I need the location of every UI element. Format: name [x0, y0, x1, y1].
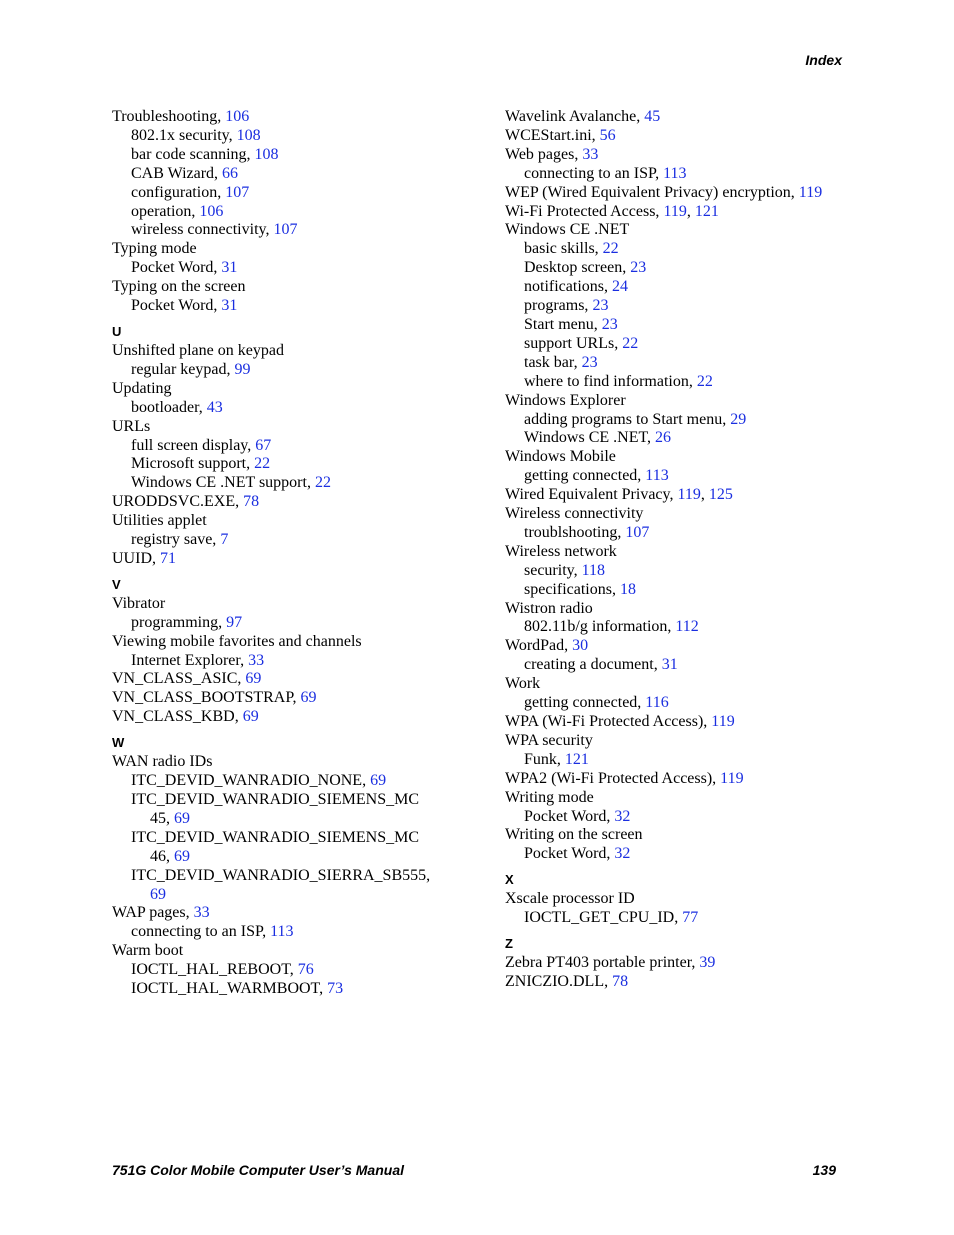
- index-entry-text: UUID,: [112, 549, 160, 567]
- index-subentry: [505, 562, 885, 581]
- index-entry-text: 802.11b/g information,: [524, 618, 676, 636]
- index-entry-text: adding programs to Start menu,: [524, 410, 731, 428]
- page-link[interactable]: 33: [248, 651, 265, 669]
- index-entry: [505, 543, 885, 562]
- page-link[interactable]: 106: [199, 202, 224, 220]
- index-entry-text: Wireless network: [505, 542, 617, 560]
- index-entry-text: notifications,: [524, 278, 612, 296]
- index-subentry: [505, 808, 885, 827]
- index-subentry: [505, 656, 885, 675]
- index-entry-text: programming,: [131, 613, 227, 631]
- index-subentry: [112, 848, 492, 867]
- section-title: Index: [805, 52, 842, 68]
- index-entry-text: Vibrator: [112, 594, 166, 612]
- index-entry-text: connecting to an ISP,: [524, 164, 664, 182]
- index-subentry: [112, 146, 492, 165]
- page-link[interactable]: 18: [619, 580, 636, 598]
- index-entry-text: Start menu,: [524, 315, 602, 333]
- page-link[interactable]: 23: [581, 353, 598, 371]
- index-entry-text: registry save,: [131, 531, 221, 549]
- index-entry: [112, 493, 492, 512]
- index-entry: [112, 904, 492, 923]
- index-entry: [505, 770, 885, 789]
- index-subentry: [112, 810, 492, 829]
- index-entry-text: Wireless connectivity: [505, 505, 644, 523]
- index-entry: [505, 826, 885, 845]
- page-link[interactable]: 113: [663, 164, 687, 182]
- index-entry: [112, 512, 492, 531]
- page-link[interactable]: 113: [645, 467, 669, 485]
- page-link[interactable]: 119: [798, 183, 823, 201]
- index-entry-text: Work: [505, 675, 541, 693]
- index-subentry: [505, 467, 885, 486]
- index-entry: [505, 890, 885, 909]
- page-link[interactable]: 125: [708, 486, 733, 504]
- index-letter-heading: V: [112, 576, 121, 592]
- index-entry-text: WAN radio IDs: [112, 753, 213, 771]
- index-entry-text: specifications,: [524, 580, 620, 598]
- index-entry-text: Wistron radio: [505, 599, 593, 617]
- index-entry-text: Wired Equivalent Privacy,: [505, 486, 678, 504]
- index-entry-text: WordPad,: [505, 637, 573, 655]
- index-entry-text: Pocket Word,: [131, 259, 222, 277]
- page-link[interactable]: 22: [602, 240, 619, 258]
- index-entry-text: Updating: [112, 379, 172, 397]
- index-entry-text: getting connected,: [524, 694, 646, 712]
- page-link[interactable]: 99: [234, 360, 251, 378]
- page-link[interactable]: 107: [225, 183, 250, 201]
- index-entry-text: Xscale processor ID: [505, 890, 635, 908]
- page-link[interactable]: 69: [242, 708, 259, 726]
- index-entry: [505, 789, 885, 808]
- index-entry-text: security,: [524, 561, 582, 579]
- index-entry-text: Funk,: [524, 750, 565, 768]
- index-column-left: [112, 108, 492, 999]
- index-subentry: [112, 399, 492, 418]
- index-entry: [505, 600, 885, 619]
- page-link[interactable]: 69: [150, 885, 166, 903]
- index-entry-text: configuration,: [131, 183, 226, 201]
- index-entry-text: operation,: [131, 202, 200, 220]
- page-link[interactable]: 106: [225, 108, 250, 125]
- index-entry-text: task bar,: [524, 353, 582, 371]
- page-link[interactable]: 69: [174, 847, 190, 865]
- index-entry-text: WAP pages,: [112, 904, 194, 922]
- index-entry: [112, 689, 492, 708]
- index-subentry: [505, 259, 885, 278]
- index-entry-text: 45,: [150, 809, 174, 827]
- index-entry-text: support URLs,: [524, 334, 623, 352]
- index-entry-text: 46,: [150, 847, 174, 865]
- index-letter-heading: U: [112, 323, 122, 339]
- index-entry-text: troublshooting,: [524, 523, 626, 541]
- index-entry: [505, 184, 885, 203]
- index-entry: [112, 942, 492, 961]
- page-link[interactable]: 108: [236, 126, 261, 144]
- index-entry-text: Windows CE .NET: [505, 221, 630, 239]
- index-entry: [505, 146, 885, 165]
- page-link[interactable]: 69: [370, 772, 387, 790]
- page-link[interactable]: 22: [314, 474, 331, 492]
- page-link[interactable]: 78: [243, 493, 260, 511]
- page-link[interactable]: 113: [270, 923, 294, 941]
- index-entry-text: Typing on the screen: [112, 278, 246, 296]
- page-link[interactable]: 23: [630, 259, 647, 277]
- page-link[interactable]: 121: [694, 202, 719, 220]
- index-subentry: [112, 923, 492, 942]
- index-entry-text: URODDSVC.EXE,: [112, 493, 244, 511]
- index-subentry: [112, 297, 492, 316]
- page-link[interactable]: 29: [730, 410, 747, 428]
- index-subentry: [505, 297, 885, 316]
- index-subentry: [505, 524, 885, 543]
- index-entry-text: Wi-Fi Protected Access,: [505, 202, 664, 220]
- index-entry-text: Warm boot: [112, 942, 184, 960]
- index-subentry: [505, 316, 885, 335]
- page-link[interactable]: 26: [655, 429, 672, 447]
- index-subentry: [112, 961, 492, 980]
- index-entry-text: WPA (Wi-Fi Protected Access),: [505, 713, 712, 730]
- index-entry: [112, 418, 492, 437]
- index-entry-text: 802.1x security,: [131, 126, 237, 144]
- index-letter-heading: X: [505, 872, 514, 888]
- index-entry-text: basic skills,: [524, 240, 603, 258]
- index-subentry: [505, 694, 885, 713]
- index-subentry: [505, 165, 885, 184]
- index-subentry: [505, 429, 885, 448]
- index-entry-text: ITC_DEVID_WANRADIO_SIERRA_SB555,: [131, 866, 431, 884]
- page-link[interactable]: 119: [677, 486, 701, 504]
- index-entry: [112, 708, 492, 727]
- page-link[interactable]: 118: [581, 561, 606, 579]
- index-entry: [112, 278, 492, 297]
- page-link[interactable]: 33: [582, 145, 599, 163]
- index-entry: Wired Equivalent Privacy, 119, 125: [505, 486, 733, 504]
- index-entry: [112, 550, 492, 569]
- index-entry-text: getting connected,: [524, 467, 646, 485]
- page-link[interactable]: 67: [255, 436, 272, 454]
- index-entry: [505, 127, 885, 146]
- page-link[interactable]: 23: [601, 315, 618, 333]
- index-entry: [505, 637, 885, 656]
- index-subentry: [505, 335, 885, 354]
- page-link[interactable]: 32: [614, 845, 631, 863]
- index-entry-text: Pocket Word,: [524, 845, 615, 863]
- page-link[interactable]: 119: [711, 713, 735, 730]
- index-entry: [505, 973, 885, 992]
- index-entry-text: Windows CE .NET,: [524, 429, 656, 447]
- index-subentry: [112, 772, 492, 791]
- index-entry-text: VN_CLASS_BOOTSTRAP,: [112, 689, 301, 707]
- index-entry: [112, 240, 492, 259]
- index-subentry: [505, 618, 885, 637]
- index-entry-text: Windows CE .NET support,: [131, 474, 315, 492]
- index-letter-heading: W: [112, 735, 125, 751]
- index-entry: Wi-Fi Protected Access, 119, 121: [505, 202, 719, 220]
- index-subentry: [112, 614, 492, 633]
- index-entry-text: Writing mode: [505, 788, 594, 806]
- index-entry-text: ITC_DEVID_WANRADIO_SIEMENS_MC: [131, 791, 419, 808]
- index-entry: [505, 448, 885, 467]
- index-entry-text: Web pages,: [505, 145, 583, 163]
- index-subentry: [505, 240, 885, 259]
- index-subentry: [112, 791, 492, 810]
- index-entry-text: ZNICZIO.DLL,: [505, 972, 613, 990]
- index-entry-text: WCEStart.ini,: [505, 126, 600, 144]
- page-link[interactable]: 119: [720, 769, 744, 787]
- index-entry-text: WPA2 (Wi-Fi Protected Access),: [505, 769, 721, 787]
- index-entry-text: connecting to an ISP,: [131, 923, 271, 941]
- index-entry-text: IOCTL_HAL_WARMBOOT,: [131, 980, 328, 998]
- index-entry-text: IOCTL_GET_CPU_ID,: [524, 909, 683, 927]
- index-entry: [505, 713, 885, 732]
- page-link[interactable]: 30: [572, 637, 589, 655]
- page-link[interactable]: 23: [592, 297, 609, 315]
- index-subentry: [112, 203, 492, 222]
- page-link[interactable]: 73: [327, 980, 344, 998]
- index-subentry: [505, 581, 885, 600]
- index-entry-text: bar code scanning,: [131, 145, 255, 163]
- page-link[interactable]: 121: [564, 750, 589, 768]
- index-entry: [505, 221, 885, 240]
- index-subentry: [112, 221, 492, 240]
- page-link[interactable]: 22: [254, 455, 271, 473]
- index-entry: [505, 505, 885, 524]
- index-entry-text: Viewing mobile favorites and channels: [112, 632, 362, 650]
- page-link[interactable]: 76: [297, 961, 314, 979]
- index-entry: [505, 392, 885, 411]
- index-entry-text: Utilities applet: [112, 512, 207, 530]
- index-subentry: [505, 373, 885, 392]
- index-entry-text: bootloader,: [131, 398, 207, 416]
- page-link[interactable]: 116: [645, 694, 669, 712]
- index-subentry: [112, 980, 492, 999]
- index-entry-text: Pocket Word,: [131, 297, 222, 315]
- page-link[interactable]: 78: [612, 972, 629, 990]
- index-entry-text: ITC_DEVID_WANRADIO_SIEMENS_MC: [131, 828, 419, 846]
- index-entry-text: URLs: [112, 417, 151, 435]
- index-entry-text: Windows Mobile: [505, 448, 616, 466]
- page-link[interactable]: 31: [221, 259, 238, 277]
- index-entry: [112, 670, 492, 689]
- index-subentry: [112, 455, 492, 474]
- index-subentry: [112, 531, 492, 550]
- page-link[interactable]: 32: [614, 807, 631, 825]
- page-link[interactable]: 7: [220, 531, 229, 549]
- page-link[interactable]: 24: [611, 278, 628, 296]
- page-link[interactable]: 69: [245, 670, 262, 688]
- index-entry-text: programs,: [524, 297, 593, 315]
- index-subentry: [505, 751, 885, 770]
- index-entry-text: Pocket Word,: [524, 807, 615, 825]
- page-link[interactable]: 39: [699, 954, 716, 972]
- index-entry-text: VN_CLASS_ASIC,: [112, 670, 246, 688]
- index-subentry: [112, 259, 492, 278]
- index-entry-text: Wavelink Avalanche,: [505, 108, 645, 125]
- page-link[interactable]: 22: [622, 334, 639, 352]
- page-link[interactable]: 56: [599, 126, 616, 144]
- index-entry-text: Zebra PT403 portable printer,: [505, 954, 700, 972]
- index-subentry: [505, 845, 885, 864]
- index-subentry: [505, 909, 885, 928]
- page-number: 139: [812, 1162, 836, 1178]
- index-subentry: [505, 278, 885, 297]
- index-subentry: [112, 867, 492, 886]
- page-link[interactable]: 119: [663, 202, 687, 220]
- index-entry: [112, 595, 492, 614]
- index-entry-text: where to find information,: [524, 372, 697, 390]
- index-entry: [112, 380, 492, 399]
- index-entry: [505, 732, 885, 751]
- page-link[interactable]: 31: [661, 656, 678, 674]
- index-entry-text: Microsoft support,: [131, 455, 255, 473]
- index-entry-text: Writing on the screen: [505, 826, 643, 844]
- index-subentry: [112, 474, 492, 493]
- page-link[interactable]: 108: [254, 145, 279, 163]
- index-entry: [112, 342, 492, 361]
- index-subentry: [505, 411, 885, 430]
- page-link[interactable]: 43: [206, 398, 223, 416]
- index-entry-text: Unshifted plane on keypad: [112, 341, 284, 359]
- page-link[interactable]: 69: [300, 689, 317, 707]
- page-link[interactable]: 66: [222, 164, 239, 182]
- index-entry: [112, 753, 492, 772]
- index-entry-text: Desktop screen,: [524, 259, 631, 277]
- page-link[interactable]: 112: [675, 618, 699, 636]
- index-subentry: [112, 829, 492, 848]
- page-link[interactable]: 22: [696, 372, 713, 390]
- page-link[interactable]: 77: [682, 909, 699, 927]
- index-entry-text: CAB Wizard,: [131, 164, 223, 182]
- page-link[interactable]: 71: [160, 549, 176, 567]
- page-link[interactable]: 31: [221, 297, 238, 315]
- footer-manual-title: 751G Color Mobile Computer User’s Manual: [112, 1162, 404, 1178]
- index-entry-text: Internet Explorer,: [131, 651, 249, 669]
- index-entry-text: full screen display,: [131, 436, 256, 454]
- index-entry: [505, 108, 885, 127]
- index-entry-text: Troubleshooting,: [112, 108, 226, 125]
- index-entry-text: wireless connectivity,: [131, 221, 274, 239]
- index-entry-text: regular keypad,: [131, 360, 235, 378]
- index-subentry: [112, 184, 492, 203]
- index-entry-text: VN_CLASS_KBD,: [112, 708, 243, 726]
- index-entry-text: Windows Explorer: [505, 391, 626, 409]
- index-subentry: [112, 361, 492, 380]
- index-entry-text: ITC_DEVID_WANRADIO_NONE,: [131, 772, 371, 790]
- index-subentry: [112, 652, 492, 671]
- page-link[interactable]: 69: [174, 809, 190, 827]
- page-link[interactable]: 97: [226, 613, 243, 631]
- index-entry-text: IOCTL_HAL_REBOOT,: [131, 961, 298, 979]
- index-letter-heading: Z: [505, 936, 513, 952]
- index-entry-text: Typing mode: [112, 240, 197, 258]
- index-entry: [505, 954, 885, 973]
- page-link[interactable]: 107: [625, 523, 650, 541]
- page-link[interactable]: 45: [644, 108, 661, 125]
- index-entry: [112, 633, 492, 652]
- index-subentry: [112, 886, 492, 905]
- index-entry: [505, 675, 885, 694]
- index-subentry: [112, 127, 492, 146]
- index-entry-text: WEP (Wired Equivalent Privacy) encryption,: [505, 183, 799, 201]
- index-column-right: [505, 108, 885, 992]
- index-entry: [112, 108, 492, 127]
- index-entry-text: WPA security: [505, 731, 593, 749]
- page-link[interactable]: 107: [273, 221, 298, 239]
- index-subentry: [505, 354, 885, 373]
- index-subentry: [112, 437, 492, 456]
- index-subentry: [112, 165, 492, 184]
- index-entry-text: creating a document,: [524, 656, 662, 674]
- page-link[interactable]: 33: [193, 904, 210, 922]
